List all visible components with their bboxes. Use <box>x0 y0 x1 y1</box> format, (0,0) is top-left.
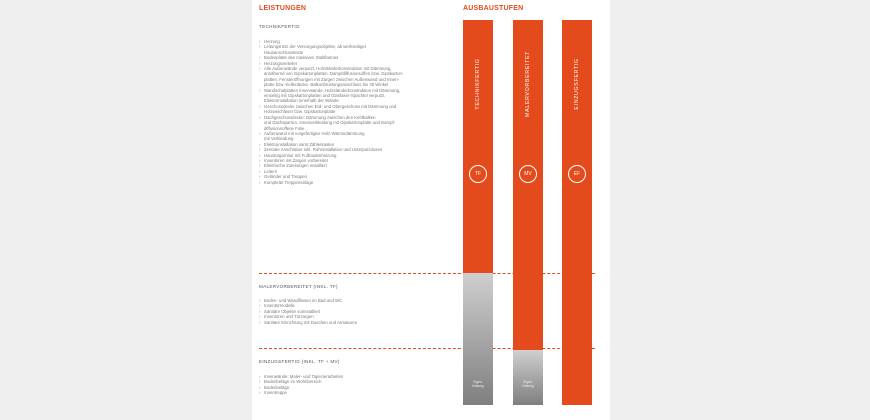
list-item: › Innentürmodelle <box>259 303 449 308</box>
column-technikfertig <box>463 20 493 405</box>
list-item: › Sanitäre Objekte vorinstalliert <box>259 309 449 314</box>
section-title-technikfertig: TECHNIKFERTIG <box>259 24 300 29</box>
badge-tf: TF <box>469 165 487 183</box>
badge-ef: EF <box>568 165 586 183</box>
ausbaustufen-heading: AUSBAUSTUFEN <box>463 5 524 12</box>
list-item: › Komplette Treppenanlage <box>259 180 449 185</box>
list-item: › Haustürgarnitur mit Fußbodenheizung <box>259 153 449 158</box>
section-divider <box>259 273 595 274</box>
badge-mv: MV <box>519 165 537 183</box>
column-label: EINZUGSFERTIG <box>574 58 580 110</box>
column-label: TECHNIKFERTIG <box>475 58 481 110</box>
list-item: › Innenwände: Maler- und Tapezierarbeiten <box>259 374 449 379</box>
list-malervorbereitet <box>259 298 449 325</box>
list-item: › Leitern <box>259 169 449 174</box>
section-title-einzugsfertig: EINZUGSFERTIG (INKL. TF + MV) <box>259 359 340 364</box>
list-item: › Elektroinstallation samt Zählerkasten <box>259 142 449 147</box>
column-einzugsfertig <box>562 20 592 405</box>
list-item: › Alle Außenwände verputzt, Holzständerkonstruktion mit Dämmung, annähernd von Gipskartonplatten. Dampfdiffusionsoffen bzw. Gipskarton- platten, Fensteröffnungen mit Zargen zwischen Außenwand und Innen- platte bzw. Kellerdecke. Balkonbrüstungsanschluss bis 45 Winkel <box>259 66 449 88</box>
section-divider <box>259 348 595 349</box>
column-label: MALERVORBEREITET <box>525 50 531 118</box>
section-title-malervorbereitet: MALERVORBEREITET (INKL. TF) <box>259 284 338 289</box>
list-item: › Geschossdecke zwischen Erd- und Obergeschoss mit Dämmung und Holzweichfaser bzw. Gipskartonplatte <box>259 104 449 115</box>
list-item: › Bodenbeläge <box>259 385 449 390</box>
list-item: › Dachgeschossdecke: Dämmung zwischen den Kehlbalken und Dachsparren, Innenverkleidung mit Gipskartonplatte und Dampf- diffusionsoffene Folie <box>259 115 449 131</box>
own-work-note: Eigen- leistung <box>522 380 534 388</box>
list-einzugsfertig <box>259 374 449 396</box>
column-bar-own-work <box>513 350 543 405</box>
list-item: › Boden- und Wandfliesen im Bad und WC <box>259 298 449 303</box>
list-item: › Bodenbeläge im Wohnbereich <box>259 379 449 384</box>
list-item: › Leitungsnetz der Versorgungsobjekte, ab werkseitiger Hausanschlussleiste <box>259 44 449 55</box>
list-item: › Heizung <box>259 39 449 44</box>
list-item: › Wandschalplatten Innenwände, Holzständerkonstruktion mit Dämmung, einseitig mit Gipskartonplatten und Glasfaser-Spachtel verputzt. Elektroinstallation innerhalb der Wände <box>259 88 449 104</box>
list-item: › Zentrale Anschlüsse inkl. Rohrinstallation und Unterputzdosen <box>259 147 449 152</box>
list-item: › Elektrische Zuleitungen installiert <box>259 163 449 168</box>
list-item: › Innentüren und Türzargen <box>259 314 449 319</box>
list-item: › Bodenplatte des massiven Stahlbetons <box>259 55 449 60</box>
list-technikfertig <box>259 39 449 185</box>
list-item: › Innentreppe <box>259 390 449 395</box>
column-malervorbereitet <box>513 20 543 405</box>
leistungen-heading: LEISTUNGEN <box>259 5 307 12</box>
brochure-page <box>252 0 610 420</box>
list-item: › Heizungsverteiler <box>259 61 449 66</box>
list-item: › Außenwand mit vorgefertigter Holz-Wärmedämmung mit Verkleidung <box>259 131 449 142</box>
own-work-note: Eigen- leistung <box>472 380 484 388</box>
list-item: › Sanitäre Einrichtung mit Duschen und Armaturen <box>259 320 449 325</box>
list-item: › Geländer und Treppen <box>259 174 449 179</box>
list-item: › Innentüren mit Zargen vorbereitet <box>259 158 449 163</box>
